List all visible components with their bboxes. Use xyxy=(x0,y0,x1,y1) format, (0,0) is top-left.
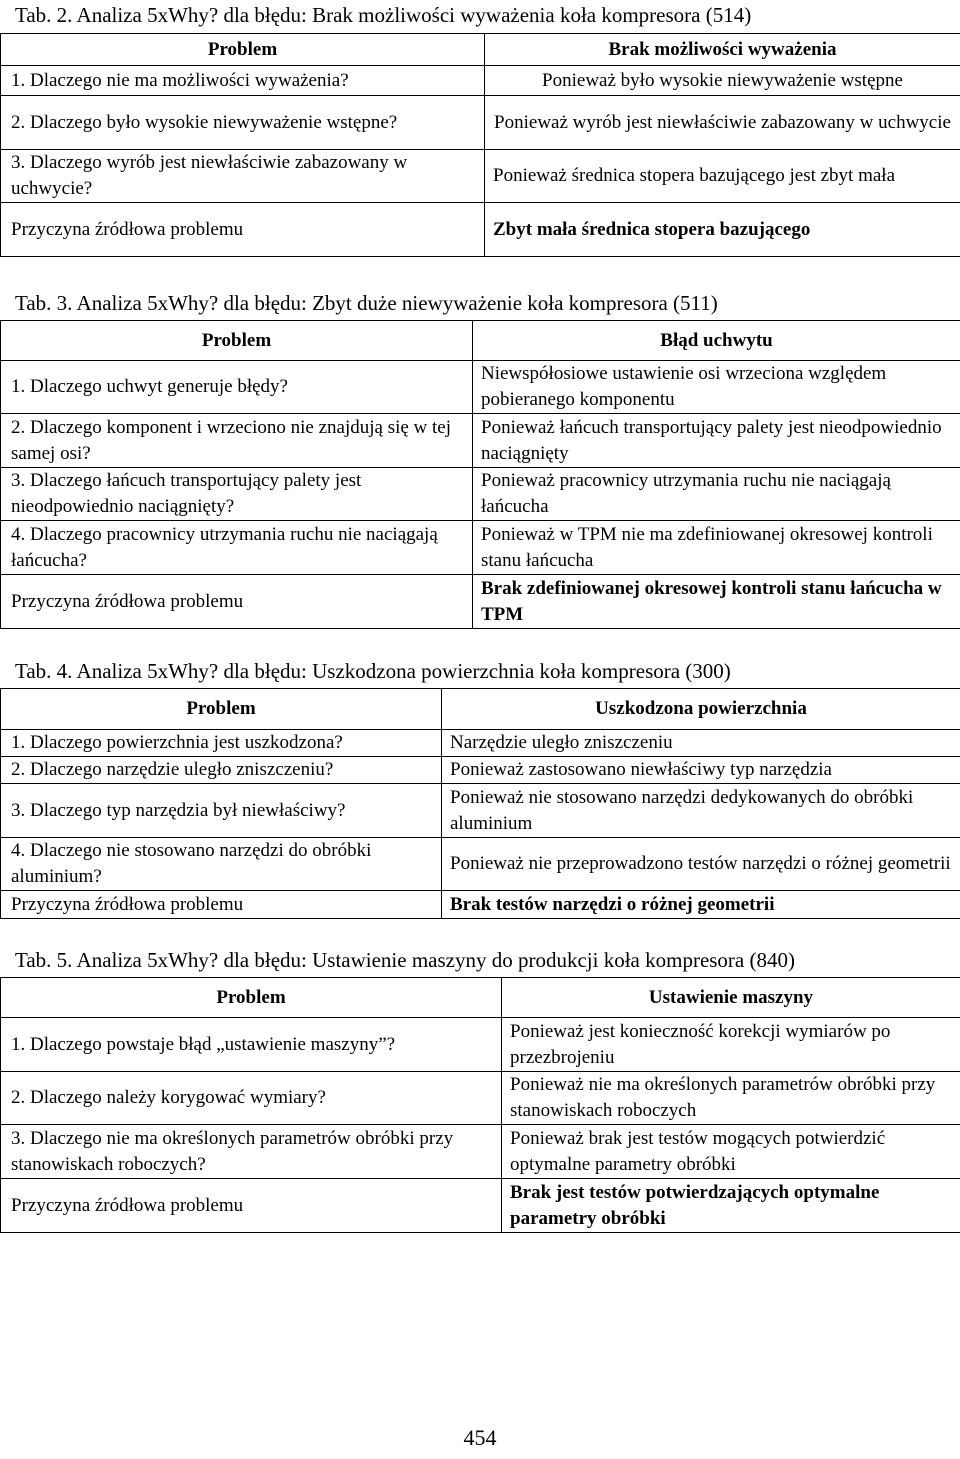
why-analysis-table xyxy=(0,688,960,919)
table-row xyxy=(1,521,960,575)
header-topic: Brak możliwości wyważenia xyxy=(485,34,960,66)
why-question: 3. Dlaczego łańcuch transportujący palety jest nieodpowiednio naciągnięty? xyxy=(1,468,473,521)
why-question: 2. Dlaczego komponent i wrzeciono nie znajdują się w tej samej osi? xyxy=(1,414,473,468)
header-topic: Ustawienie maszyny xyxy=(502,978,960,1018)
table-row xyxy=(1,757,960,784)
table-row xyxy=(1,414,960,468)
why-answer: Niewspółosiowe ustawienie osi wrzeciona względem pobieranego komponentu xyxy=(473,361,960,414)
why-answer: Ponieważ nie przeprowadzono testów narzędzi o różnej geometrii xyxy=(442,838,960,891)
table-caption: Tab. 2. Analiza 5xWhy? dla błędu: Brak możliwości wyważenia koła kompresora (514) xyxy=(15,3,752,27)
header-topic: Błąd uchwytu xyxy=(473,321,960,361)
why-answer: Narzędzie uległo zniszczeniu xyxy=(442,730,960,757)
header-problem: Problem xyxy=(1,978,502,1018)
root-cause-label: Przyczyna źródłowa problemu xyxy=(1,1179,502,1233)
table-row xyxy=(1,96,960,150)
why-question: 2. Dlaczego należy korygować wymiary? xyxy=(1,1072,502,1125)
table-header-row xyxy=(1,321,960,361)
root-cause-row xyxy=(1,575,960,629)
table-row xyxy=(1,1072,960,1125)
table-row xyxy=(1,361,960,414)
table-caption: Tab. 5. Analiza 5xWhy? dla błędu: Ustawienie maszyny do produkcji koła kompresora (840) xyxy=(15,948,795,972)
table-row xyxy=(1,468,960,521)
table-header-row xyxy=(1,978,960,1018)
why-question: 4. Dlaczego nie stosowano narzędzi do obróbki aluminium? xyxy=(1,838,442,891)
table-row xyxy=(1,1018,960,1072)
why-analysis-table xyxy=(0,33,960,257)
table-row xyxy=(1,784,960,838)
root-cause-value: Brak jest testów potwierdzających optymalne parametry obróbki xyxy=(502,1179,960,1233)
table-row xyxy=(1,1125,960,1179)
why-answer: Ponieważ było wysokie niewyważenie wstępne xyxy=(485,66,960,96)
why-answer: Ponieważ wyrób jest niewłaściwie zabazowany w uchwycie xyxy=(485,96,960,150)
why-question: 1. Dlaczego powierzchnia jest uszkodzona? xyxy=(1,730,442,757)
table-row xyxy=(1,838,960,891)
table-row xyxy=(1,66,960,96)
why-analysis-table xyxy=(0,320,960,629)
root-cause-row xyxy=(1,1179,960,1233)
page-number: 454 xyxy=(463,1425,497,1450)
why-question: 2. Dlaczego było wysokie niewyważenie wstępne? xyxy=(1,96,485,150)
why-answer: Ponieważ w TPM nie ma zdefiniowanej okresowej kontroli stanu łańcucha xyxy=(473,521,960,575)
root-cause-value: Zbyt mała średnica stopera bazującego xyxy=(485,203,960,257)
why-question: 1. Dlaczego nie ma możliwości wyważenia? xyxy=(1,66,485,96)
root-cause-label: Przyczyna źródłowa problemu xyxy=(1,575,473,629)
table-row xyxy=(1,150,960,203)
why-question: 1. Dlaczego powstaje błąd „ustawienie maszyny”? xyxy=(1,1018,502,1072)
table-header-row xyxy=(1,34,960,66)
why-question: 1. Dlaczego uchwyt generuje błędy? xyxy=(1,361,473,414)
root-cause-label: Przyczyna źródłowa problemu xyxy=(1,891,442,919)
why-analysis-table xyxy=(0,977,960,1233)
why-answer: Ponieważ zastosowano niewłaściwy typ narzędzia xyxy=(442,757,960,784)
why-answer: Ponieważ nie stosowano narzędzi dedykowanych do obróbki aluminium xyxy=(442,784,960,838)
why-answer: Ponieważ łańcuch transportujący palety jest nieodpowiednio naciągnięty xyxy=(473,414,960,468)
why-answer: Ponieważ średnica stopera bazującego jest zbyt mała xyxy=(485,150,960,203)
why-question: 4. Dlaczego pracownicy utrzymania ruchu nie naciągają łańcucha? xyxy=(1,521,473,575)
root-cause-value: Brak zdefiniowanej okresowej kontroli stanu łańcucha w TPM xyxy=(473,575,960,629)
root-cause-label: Przyczyna źródłowa problemu xyxy=(1,203,485,257)
why-answer: Ponieważ pracownicy utrzymania ruchu nie naciągają łańcucha xyxy=(473,468,960,521)
why-answer: Ponieważ brak jest testów mogących potwierdzić optymalne parametry obróbki xyxy=(502,1125,960,1179)
why-question: 3. Dlaczego typ narzędzia był niewłaściwy? xyxy=(1,784,442,838)
root-cause-row xyxy=(1,891,960,919)
why-question: 2. Dlaczego narzędzie uległo zniszczeniu? xyxy=(1,757,442,784)
root-cause-row xyxy=(1,203,960,257)
header-problem: Problem xyxy=(1,321,473,361)
why-answer: Ponieważ nie ma określonych parametrów obróbki przy stanowiskach roboczych xyxy=(502,1072,960,1125)
root-cause-value: Brak testów narzędzi o różnej geometrii xyxy=(442,891,960,919)
header-problem: Problem xyxy=(1,689,442,730)
header-problem: Problem xyxy=(1,34,485,66)
table-caption: Tab. 3. Analiza 5xWhy? dla błędu: Zbyt duże niewyważenie koła kompresora (511) xyxy=(15,291,718,315)
why-question: 3. Dlaczego nie ma określonych parametrów obróbki przy stanowiskach roboczych? xyxy=(1,1125,502,1179)
why-answer: Ponieważ jest konieczność korekcji wymiarów po przezbrojeniu xyxy=(502,1018,960,1072)
table-header-row xyxy=(1,689,960,730)
why-question: 3. Dlaczego wyrób jest niewłaściwie zabazowany w uchwycie? xyxy=(1,150,485,203)
table-caption: Tab. 4. Analiza 5xWhy? dla błędu: Uszkodzona powierzchnia koła kompresora (300) xyxy=(15,659,731,683)
table-row xyxy=(1,730,960,757)
header-topic: Uszkodzona powierzchnia xyxy=(442,689,960,730)
